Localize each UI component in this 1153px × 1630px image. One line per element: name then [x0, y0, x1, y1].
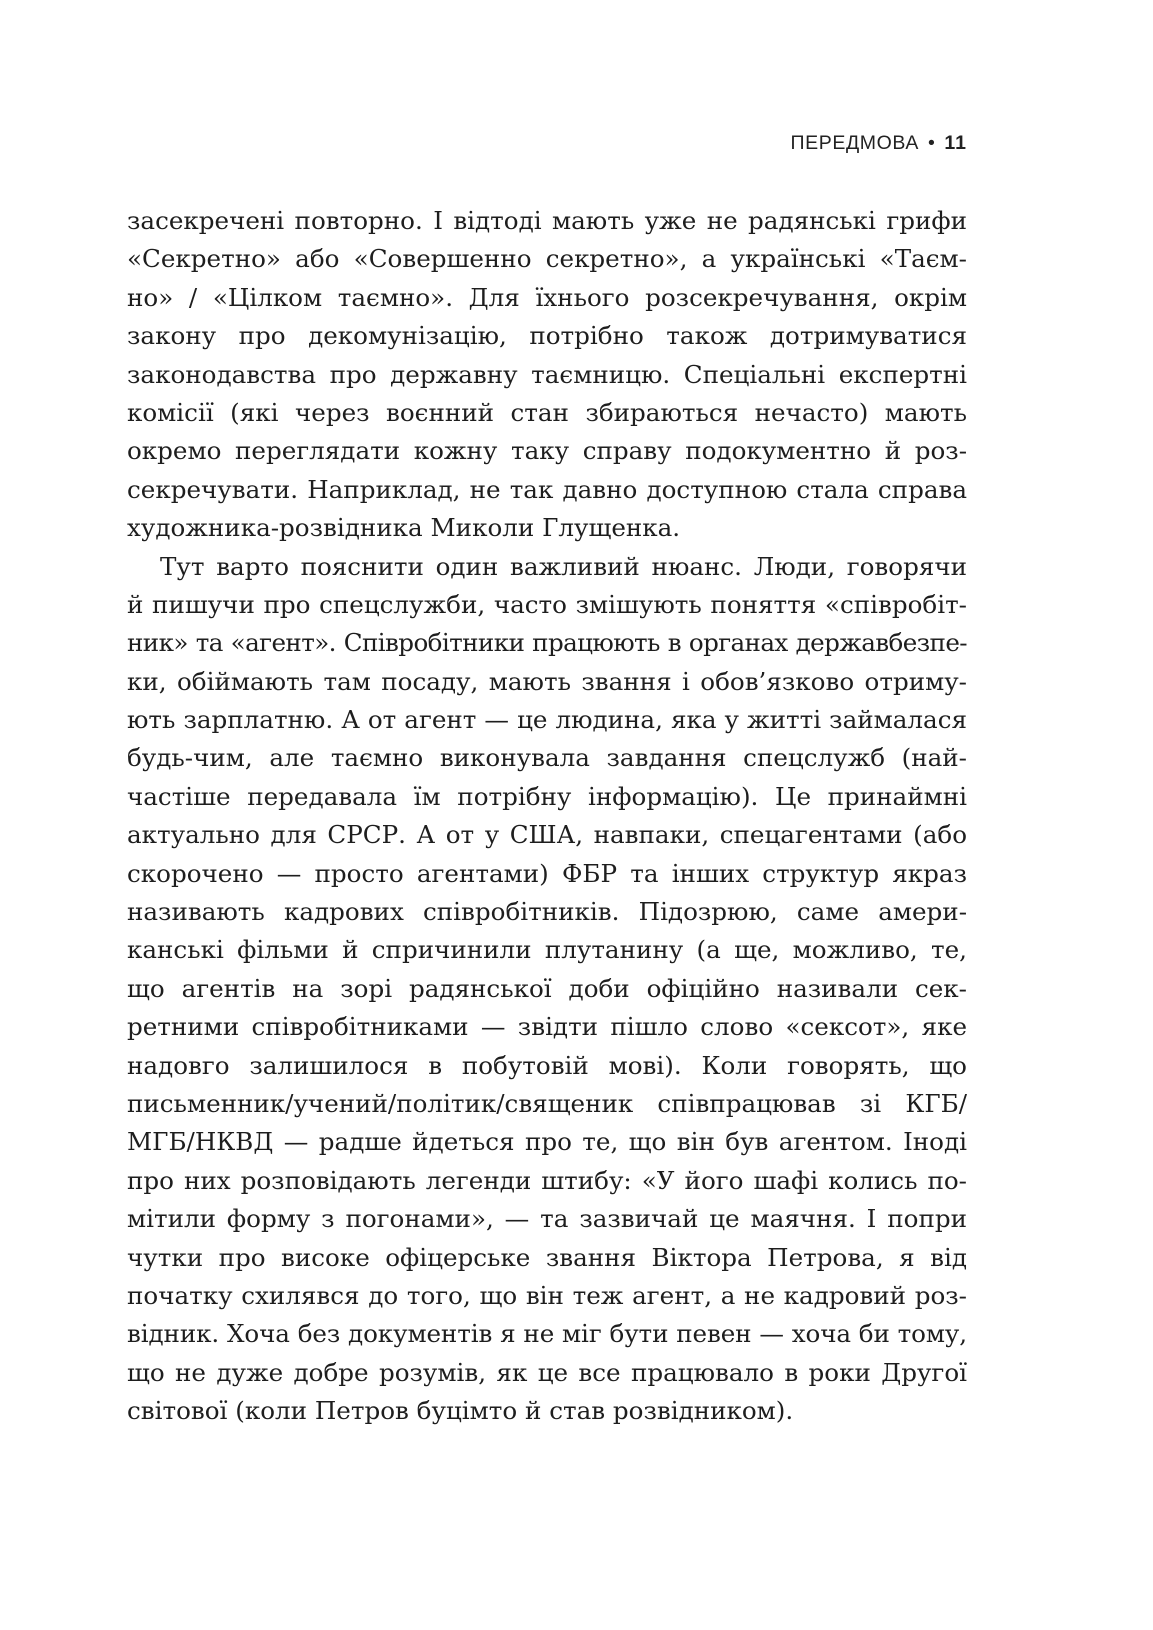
- text-line: ник» та «агент». Співробітники працюють в органах державбезпе-: [127, 628, 967, 658]
- running-head: [760, 132, 967, 155]
- text-line: МГБ/НКВД — радше йдеться про те, що він був агентом. Іноді: [127, 1127, 967, 1157]
- paragraph-last-line: художника-розвідника Миколи Глущенка.: [127, 513, 681, 543]
- header-separator: •: [927, 132, 936, 154]
- text-line: початку схилявся до того, що він теж агент, а не кадровий роз-: [127, 1280, 967, 1310]
- page-number: 11: [944, 132, 967, 154]
- text-line: но» / «Цілком таємно». Для їхнього розсекречування, окрім: [127, 282, 967, 312]
- text-line: й пишучи про спецслужби, часто змішують поняття «співробіт-: [127, 589, 967, 619]
- text-line: надовго залишилося в побутовій мові). Коли говорять, що: [127, 1050, 967, 1080]
- section-title: ПЕРЕДМОВА: [790, 132, 919, 154]
- text-line: законодавства про державну таємницю. Спеціальні експертні: [127, 359, 967, 389]
- text-line: окремо переглядати кожну таку справу подокументно й роз-: [127, 436, 967, 466]
- text-line: мітили форму з погонами», — та зазвичай це маячня. І попри: [127, 1204, 967, 1234]
- text-line: засекречені повторно. І відтоді мають уже не радянські грифи: [127, 206, 967, 235]
- text-line: актуально для СРСР. А от у США, навпаки, спецагентами (або: [127, 820, 967, 850]
- text-line: канські фільми й спричинили плутанину (а ще, можливо, те,: [127, 935, 967, 965]
- text-line: називають кадрових співробітників. Підозрюю, саме амери-: [127, 897, 967, 927]
- text-line: скорочено — просто агентами) ФБР та інших структур якраз: [127, 858, 967, 888]
- text-line: «Секретно» або «Совершенно секретно», а українські «Таєм-: [127, 244, 967, 274]
- text-line: частіше передавала їм потрібну інформацію). Це принаймні: [127, 781, 967, 811]
- text-line: ють зарплатню. А от агент — це людина, яка у житті займалася: [127, 705, 967, 735]
- text-line: будь-чим, але таємно виконувала завдання спецслужб (най-: [127, 743, 967, 773]
- body-text: [127, 202, 967, 1431]
- text-line: секречувати. Наприклад, не так давно доступною стала справа: [127, 474, 967, 504]
- text-line: чутки про високе офіцерське звання Віктора Петрова, я від: [127, 1242, 967, 1272]
- text-line: що не дуже добре розумів, як це все працювало в роки Другої: [127, 1357, 967, 1387]
- text-line: письменник/учений/політик/священик співпрацював зі КГБ/: [127, 1088, 967, 1118]
- text-line: що агентів на зорі радянської доби офіційно називали сек-: [127, 973, 967, 1003]
- text-line: закону про декомунізацію, потрібно також дотримуватися: [127, 321, 967, 351]
- text-line: комісії (які через воєнний стан збираються нечасто) мають: [127, 397, 967, 427]
- text-line: відник. Хоча без документів я не міг бути певен — хоча би тому,: [127, 1319, 967, 1349]
- text-line: ки, обіймають там посаду, мають звання і обов’язково отриму-: [127, 666, 967, 696]
- text-line: про них розповідають легенди штибу: «У його шафі колись по-: [127, 1165, 967, 1195]
- paragraph-first-line: Тут варто пояснити один важливий нюанс. Люди, говорячи: [160, 551, 967, 581]
- text-line: ретними співробітниками — звідти пішло слово «сексот», яке: [127, 1012, 967, 1042]
- paragraph-last-line: світової (коли Петров буцімто й став розвідником).: [127, 1396, 794, 1426]
